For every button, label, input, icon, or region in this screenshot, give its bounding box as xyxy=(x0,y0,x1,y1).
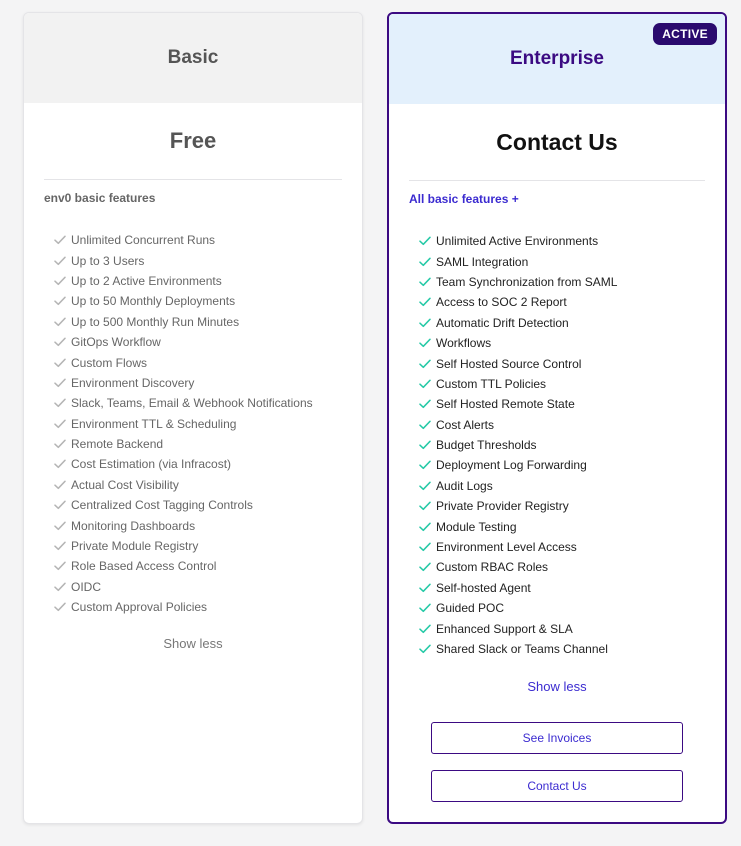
feature-label: Up to 3 Users xyxy=(71,253,145,268)
feature-item xyxy=(54,577,362,597)
feature-item xyxy=(419,333,725,353)
check-icon xyxy=(54,419,66,429)
feature-label: Team Synchronization from SAML xyxy=(436,274,618,289)
check-icon xyxy=(419,624,431,634)
feature-item xyxy=(54,332,362,352)
feature-item xyxy=(419,557,725,577)
check-icon xyxy=(419,501,431,511)
feature-label: Automatic Drift Detection xyxy=(436,315,569,330)
feature-label: Shared Slack or Teams Channel xyxy=(436,642,608,656)
feature-label: Monitoring Dashboards xyxy=(71,518,196,533)
plan-title: Basic xyxy=(24,13,362,103)
feature-label: Guided POC xyxy=(436,601,505,616)
check-icon xyxy=(54,276,66,286)
feature-item xyxy=(54,495,362,515)
check-icon xyxy=(54,602,66,612)
divider xyxy=(44,179,342,180)
feature-item xyxy=(419,272,725,292)
feature-item xyxy=(419,496,725,516)
feature-item xyxy=(54,434,362,454)
check-icon xyxy=(54,541,66,551)
check-icon xyxy=(54,439,66,449)
feature-item xyxy=(419,313,725,333)
features-title: env0 basic features xyxy=(44,191,156,205)
check-icon xyxy=(419,338,431,348)
feature-label: Custom Flows xyxy=(71,355,148,370)
check-icon xyxy=(54,337,66,347)
feature-label: Centralized Cost Tagging Controls xyxy=(71,498,253,513)
check-icon xyxy=(419,399,431,409)
feature-item xyxy=(419,516,725,536)
feature-item xyxy=(419,537,725,557)
basic-plan-card xyxy=(23,12,363,824)
feature-item xyxy=(419,639,725,659)
check-icon xyxy=(419,277,431,287)
feature-label: Cost Alerts xyxy=(436,417,495,432)
feature-item xyxy=(54,352,362,372)
check-icon xyxy=(419,562,431,572)
feature-label: Environment TTL & Scheduling xyxy=(71,416,237,431)
feature-label: Deployment Log Forwarding xyxy=(436,458,587,473)
enterprise-plan-card xyxy=(387,12,727,824)
feature-list xyxy=(24,230,362,617)
feature-item xyxy=(54,312,362,332)
feature-label: Unlimited Active Environments xyxy=(436,234,599,249)
check-icon xyxy=(54,256,66,266)
feature-label: Custom Approval Policies xyxy=(71,600,208,615)
check-icon xyxy=(54,378,66,388)
feature-item xyxy=(54,515,362,535)
feature-item xyxy=(419,353,725,373)
feature-label: SAML Integration xyxy=(436,254,529,269)
feature-label: Role Based Access Control xyxy=(71,559,217,574)
feature-item xyxy=(419,618,725,638)
active-badge: ACTIVE xyxy=(653,23,717,45)
check-icon xyxy=(54,459,66,469)
show-less-link[interactable]: Show less xyxy=(527,679,587,695)
feature-label: Self Hosted Remote State xyxy=(436,397,575,412)
feature-label: Environment Discovery xyxy=(71,375,195,390)
check-icon xyxy=(419,440,431,450)
check-icon xyxy=(419,257,431,267)
plan-price: Contact Us xyxy=(496,128,618,155)
plan-price: Free xyxy=(169,128,217,153)
check-icon xyxy=(54,398,66,408)
check-icon xyxy=(419,318,431,328)
feature-label: Up to 2 Active Environments xyxy=(71,273,222,288)
check-icon xyxy=(54,358,66,368)
feature-item xyxy=(54,230,362,250)
feature-label: Audit Logs xyxy=(436,478,493,493)
feature-item xyxy=(419,578,725,598)
feature-label: Custom RBAC Roles xyxy=(436,560,549,575)
feature-item xyxy=(419,374,725,394)
feature-label: Unlimited Concurrent Runs xyxy=(71,233,216,248)
feature-label: Up to 500 Monthly Run Minutes xyxy=(71,314,240,329)
check-icon xyxy=(419,379,431,389)
check-icon xyxy=(419,481,431,491)
feature-item xyxy=(54,556,362,576)
feature-item xyxy=(54,373,362,393)
check-icon xyxy=(419,420,431,430)
check-icon xyxy=(419,522,431,532)
features-title: All basic features + xyxy=(409,192,519,206)
feature-item xyxy=(54,475,362,495)
feature-list xyxy=(389,231,725,659)
feature-item xyxy=(54,597,362,617)
check-icon xyxy=(54,521,66,531)
feature-label: Custom TTL Policies xyxy=(436,376,547,391)
feature-item xyxy=(419,476,725,496)
check-icon xyxy=(54,500,66,510)
feature-label: Workflows xyxy=(436,336,492,351)
feature-item xyxy=(54,250,362,270)
feature-label: Environment Level Access xyxy=(436,540,577,555)
feature-item xyxy=(54,414,362,434)
feature-label: Actual Cost Visibility xyxy=(71,477,179,492)
check-icon xyxy=(54,480,66,490)
feature-item xyxy=(54,454,362,474)
feature-label: Cost Estimation (via Infracost) xyxy=(71,457,232,472)
feature-item xyxy=(419,455,725,475)
feature-label: Module Testing xyxy=(436,519,517,534)
check-icon xyxy=(419,603,431,613)
feature-item xyxy=(419,435,725,455)
feature-label: Budget Thresholds xyxy=(436,438,537,453)
feature-item xyxy=(54,271,362,291)
feature-item xyxy=(54,291,362,311)
check-icon xyxy=(54,296,66,306)
check-icon xyxy=(419,542,431,552)
plan-title: Enterprise xyxy=(389,14,725,104)
check-icon xyxy=(419,297,431,307)
check-icon xyxy=(54,235,66,245)
feature-item xyxy=(54,393,362,413)
check-icon xyxy=(419,644,431,654)
feature-item xyxy=(419,598,725,618)
feature-item xyxy=(54,536,362,556)
feature-label: Self Hosted Source Control xyxy=(436,356,582,371)
feature-label: Private Provider Registry xyxy=(436,499,569,514)
feature-item xyxy=(419,415,725,435)
check-icon xyxy=(54,317,66,327)
feature-label: OIDC xyxy=(71,579,101,594)
feature-label: Access to SOC 2 Report xyxy=(436,295,567,310)
feature-item xyxy=(419,251,725,271)
feature-label: Slack, Teams, Email & Webhook Notifications xyxy=(71,396,313,411)
feature-item xyxy=(419,231,725,251)
contact-us-button[interactable]: Contact Us xyxy=(431,770,683,802)
check-icon xyxy=(54,582,66,592)
show-less-link[interactable]: Show less xyxy=(163,636,223,652)
feature-label: GitOps Workflow xyxy=(71,335,161,350)
feature-item xyxy=(419,394,725,414)
feature-label: Private Module Registry xyxy=(71,539,199,554)
see-invoices-button[interactable]: See Invoices xyxy=(431,722,683,754)
feature-label: Remote Backend xyxy=(71,437,164,452)
feature-label: Up to 50 Monthly Deployments xyxy=(71,294,236,309)
feature-label: Self-hosted Agent xyxy=(436,580,531,595)
check-icon xyxy=(419,460,431,470)
check-icon xyxy=(419,236,431,246)
check-icon xyxy=(419,583,431,593)
divider xyxy=(409,180,705,181)
check-icon xyxy=(54,561,66,571)
check-icon xyxy=(419,359,431,369)
feature-label: Enhanced Support & SLA xyxy=(436,621,573,636)
feature-item xyxy=(419,292,725,312)
